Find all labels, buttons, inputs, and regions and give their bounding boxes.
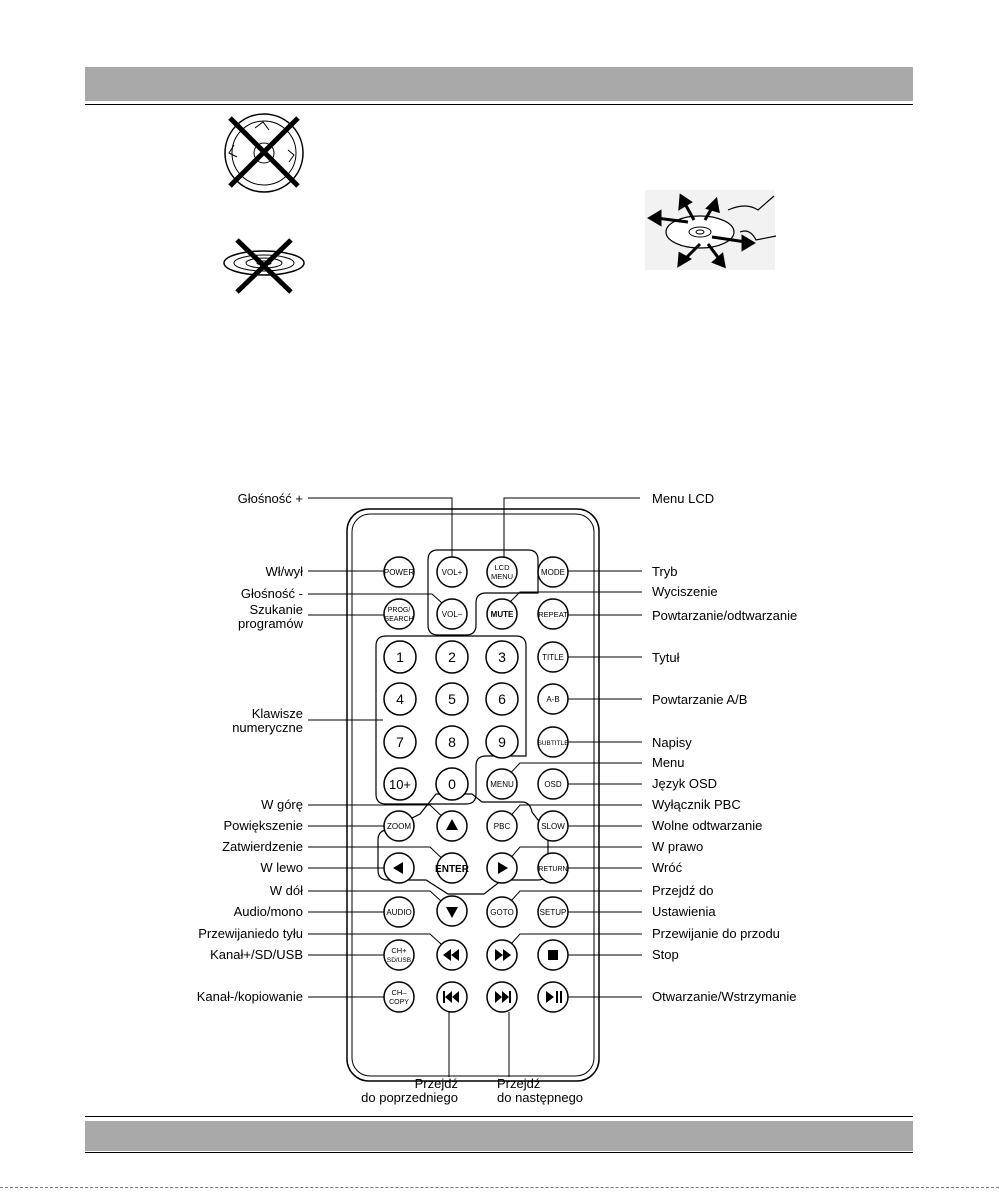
label-slow: Wolne odtwarzanie	[652, 818, 763, 833]
disc-no-stack-illustration	[224, 240, 304, 292]
label-goto: Przejdź do	[652, 883, 714, 898]
label-lcd-menu: Menu LCD	[652, 491, 715, 506]
label-prog-search-line1: Szukanie	[249, 602, 303, 617]
svg-text:GOTO: GOTO	[490, 908, 514, 917]
svg-text:POWER: POWER	[383, 568, 415, 577]
label-rewind: Przewijaniedo tyłu	[198, 926, 303, 941]
svg-text:SEARCH: SEARCH	[384, 616, 414, 623]
stop-button[interactable]	[538, 940, 568, 970]
label-right: W prawo	[652, 839, 704, 854]
label-vol-minus: Głośność -	[240, 586, 303, 601]
ch-plus-button[interactable]	[384, 940, 414, 970]
num-6-button[interactable]	[486, 683, 518, 715]
label-subtitle: Napisy	[652, 735, 692, 750]
label-down: W dół	[269, 883, 303, 898]
left-button[interactable]	[384, 853, 414, 883]
prog-search-button[interactable]	[384, 599, 414, 629]
num-3-button[interactable]	[486, 641, 518, 673]
vol-minus-button[interactable]	[437, 599, 467, 629]
svg-text:LCD: LCD	[494, 563, 510, 572]
label-numeric-line2: numeryczne	[232, 720, 303, 735]
svg-text:SLOW: SLOW	[541, 822, 565, 831]
svg-text:10+: 10+	[388, 777, 412, 792]
subtitle-button[interactable]	[537, 727, 569, 757]
label-mode: Tryb	[652, 564, 678, 579]
svg-text:RETURN: RETURN	[538, 866, 568, 873]
a-b-button[interactable]	[538, 684, 568, 714]
label-stop: Stop	[652, 947, 679, 962]
svg-text:8: 8	[448, 734, 456, 750]
svg-text:TITLE: TITLE	[542, 653, 564, 662]
svg-text:MODE: MODE	[541, 568, 565, 577]
slow-button[interactable]	[538, 811, 568, 841]
svg-text:7: 7	[396, 734, 404, 750]
osd-button[interactable]	[538, 769, 568, 799]
right-labels	[652, 491, 797, 1004]
menu-button[interactable]	[487, 769, 517, 799]
mode-button[interactable]	[538, 557, 568, 587]
vol-plus-button[interactable]	[437, 557, 467, 587]
label-enter: Zatwierdzenie	[222, 839, 303, 854]
num-0-button[interactable]	[436, 768, 468, 800]
repeat-button[interactable]	[538, 599, 568, 629]
svg-text:5: 5	[448, 691, 456, 707]
label-ch-plus: Kanał+/SD/USB	[210, 947, 303, 962]
label-prog-search-line2: programów	[237, 616, 303, 631]
play-pause-button[interactable]	[538, 982, 568, 1012]
label-next-line2: do następnego	[497, 1090, 584, 1105]
left-labels	[197, 491, 304, 1004]
label-a-b: Powtarzanie A/B	[652, 692, 748, 707]
label-ch-minus: Kanał-/kopiowanie	[196, 989, 303, 1004]
svg-text:ZOOM: ZOOM	[387, 822, 411, 831]
label-menu: Menu	[652, 755, 685, 770]
up-button[interactable]	[437, 811, 467, 841]
num-2-button[interactable]	[436, 641, 468, 673]
num-9-button[interactable]	[486, 726, 518, 758]
svg-text:4: 4	[396, 691, 404, 707]
svg-text:COPY: COPY	[389, 999, 409, 1006]
setup-button[interactable]	[538, 897, 568, 927]
svg-text:0: 0	[448, 776, 456, 792]
svg-text:SD/USB: SD/USB	[386, 957, 412, 964]
svg-text:CH+: CH+	[391, 946, 407, 955]
lcd-menu-button[interactable]	[487, 557, 517, 587]
label-pbc: Wyłącznik PBC	[652, 797, 741, 812]
svg-text:SUBTITLE: SUBTITLE	[537, 740, 569, 747]
down-button[interactable]	[437, 896, 467, 926]
next-button[interactable]	[487, 982, 517, 1012]
label-setup: Ustawienia	[652, 904, 716, 919]
title-button[interactable]	[538, 642, 568, 672]
svg-text:MENU: MENU	[490, 780, 514, 789]
svg-text:MUTE: MUTE	[490, 610, 514, 619]
label-audio: Audio/mono	[233, 904, 303, 919]
rewind-button[interactable]	[437, 940, 467, 970]
label-left: W lewo	[260, 860, 303, 875]
num-8-button[interactable]	[436, 726, 468, 758]
svg-text:MENU: MENU	[490, 572, 514, 581]
ch-minus-button[interactable]	[384, 982, 414, 1012]
disc-cleaning-illustration	[645, 190, 776, 270]
svg-text:AUDIO: AUDIO	[386, 908, 412, 917]
svg-text:3: 3	[498, 649, 506, 665]
label-title: Tytuł	[652, 650, 680, 665]
label-play-pause: Otwarzanie/Wstrzymanie	[652, 989, 797, 1004]
label-osd: Język OSD	[652, 776, 718, 791]
num-7-button[interactable]	[384, 726, 416, 758]
audio-button[interactable]	[384, 897, 414, 927]
num-10-plus-button[interactable]	[384, 768, 416, 800]
label-power: Wł/wył	[265, 564, 303, 579]
svg-text:9: 9	[498, 734, 506, 750]
num-4-button[interactable]	[384, 683, 416, 715]
zoom-button[interactable]	[384, 811, 414, 841]
label-next-line1: Przejdź	[497, 1076, 541, 1091]
num-1-button[interactable]	[384, 641, 416, 673]
svg-text:A-B: A-B	[546, 695, 560, 704]
svg-text:2: 2	[448, 649, 456, 665]
pbc-button[interactable]	[487, 811, 517, 841]
svg-text:SETUP: SETUP	[539, 908, 567, 917]
svg-text:6: 6	[498, 691, 506, 707]
label-vol-plus: Głośność +	[237, 491, 303, 506]
power-button[interactable]	[384, 557, 414, 587]
mute-button[interactable]	[487, 599, 517, 629]
label-forward: Przewijanie do przodu	[652, 926, 780, 941]
svg-text:PROG/: PROG/	[387, 607, 411, 614]
svg-text:ENTER: ENTER	[435, 864, 469, 875]
label-up: W górę	[261, 797, 303, 812]
label-numeric-line1: Klawisze	[251, 706, 303, 721]
label-previous-line2: do poprzedniego	[361, 1090, 458, 1105]
label-previous-line1: Przejdź	[414, 1076, 458, 1091]
right-button[interactable]	[487, 853, 517, 883]
goto-button[interactable]	[487, 897, 517, 927]
stop-icon	[548, 950, 558, 960]
num-5-button[interactable]	[436, 683, 468, 715]
svg-text:REPEAT: REPEAT	[538, 610, 568, 619]
label-repeat: Powtarzanie/odtwarzanie	[652, 608, 798, 623]
disc-no-bend-illustration	[225, 114, 303, 192]
previous-button[interactable]	[437, 982, 467, 1012]
svg-text:PBC: PBC	[493, 822, 511, 831]
svg-text:CH–: CH–	[391, 988, 407, 997]
svg-text:VOL–: VOL–	[441, 610, 463, 619]
return-button[interactable]	[538, 853, 568, 883]
label-zoom: Powiększenie	[223, 818, 303, 833]
svg-text:VOL+: VOL+	[441, 568, 463, 577]
forward-button[interactable]	[487, 940, 517, 970]
label-mute: Wyciszenie	[652, 584, 718, 599]
label-return: Wróć	[652, 860, 683, 875]
svg-text:OSD: OSD	[544, 780, 562, 789]
svg-text:1: 1	[396, 649, 404, 665]
